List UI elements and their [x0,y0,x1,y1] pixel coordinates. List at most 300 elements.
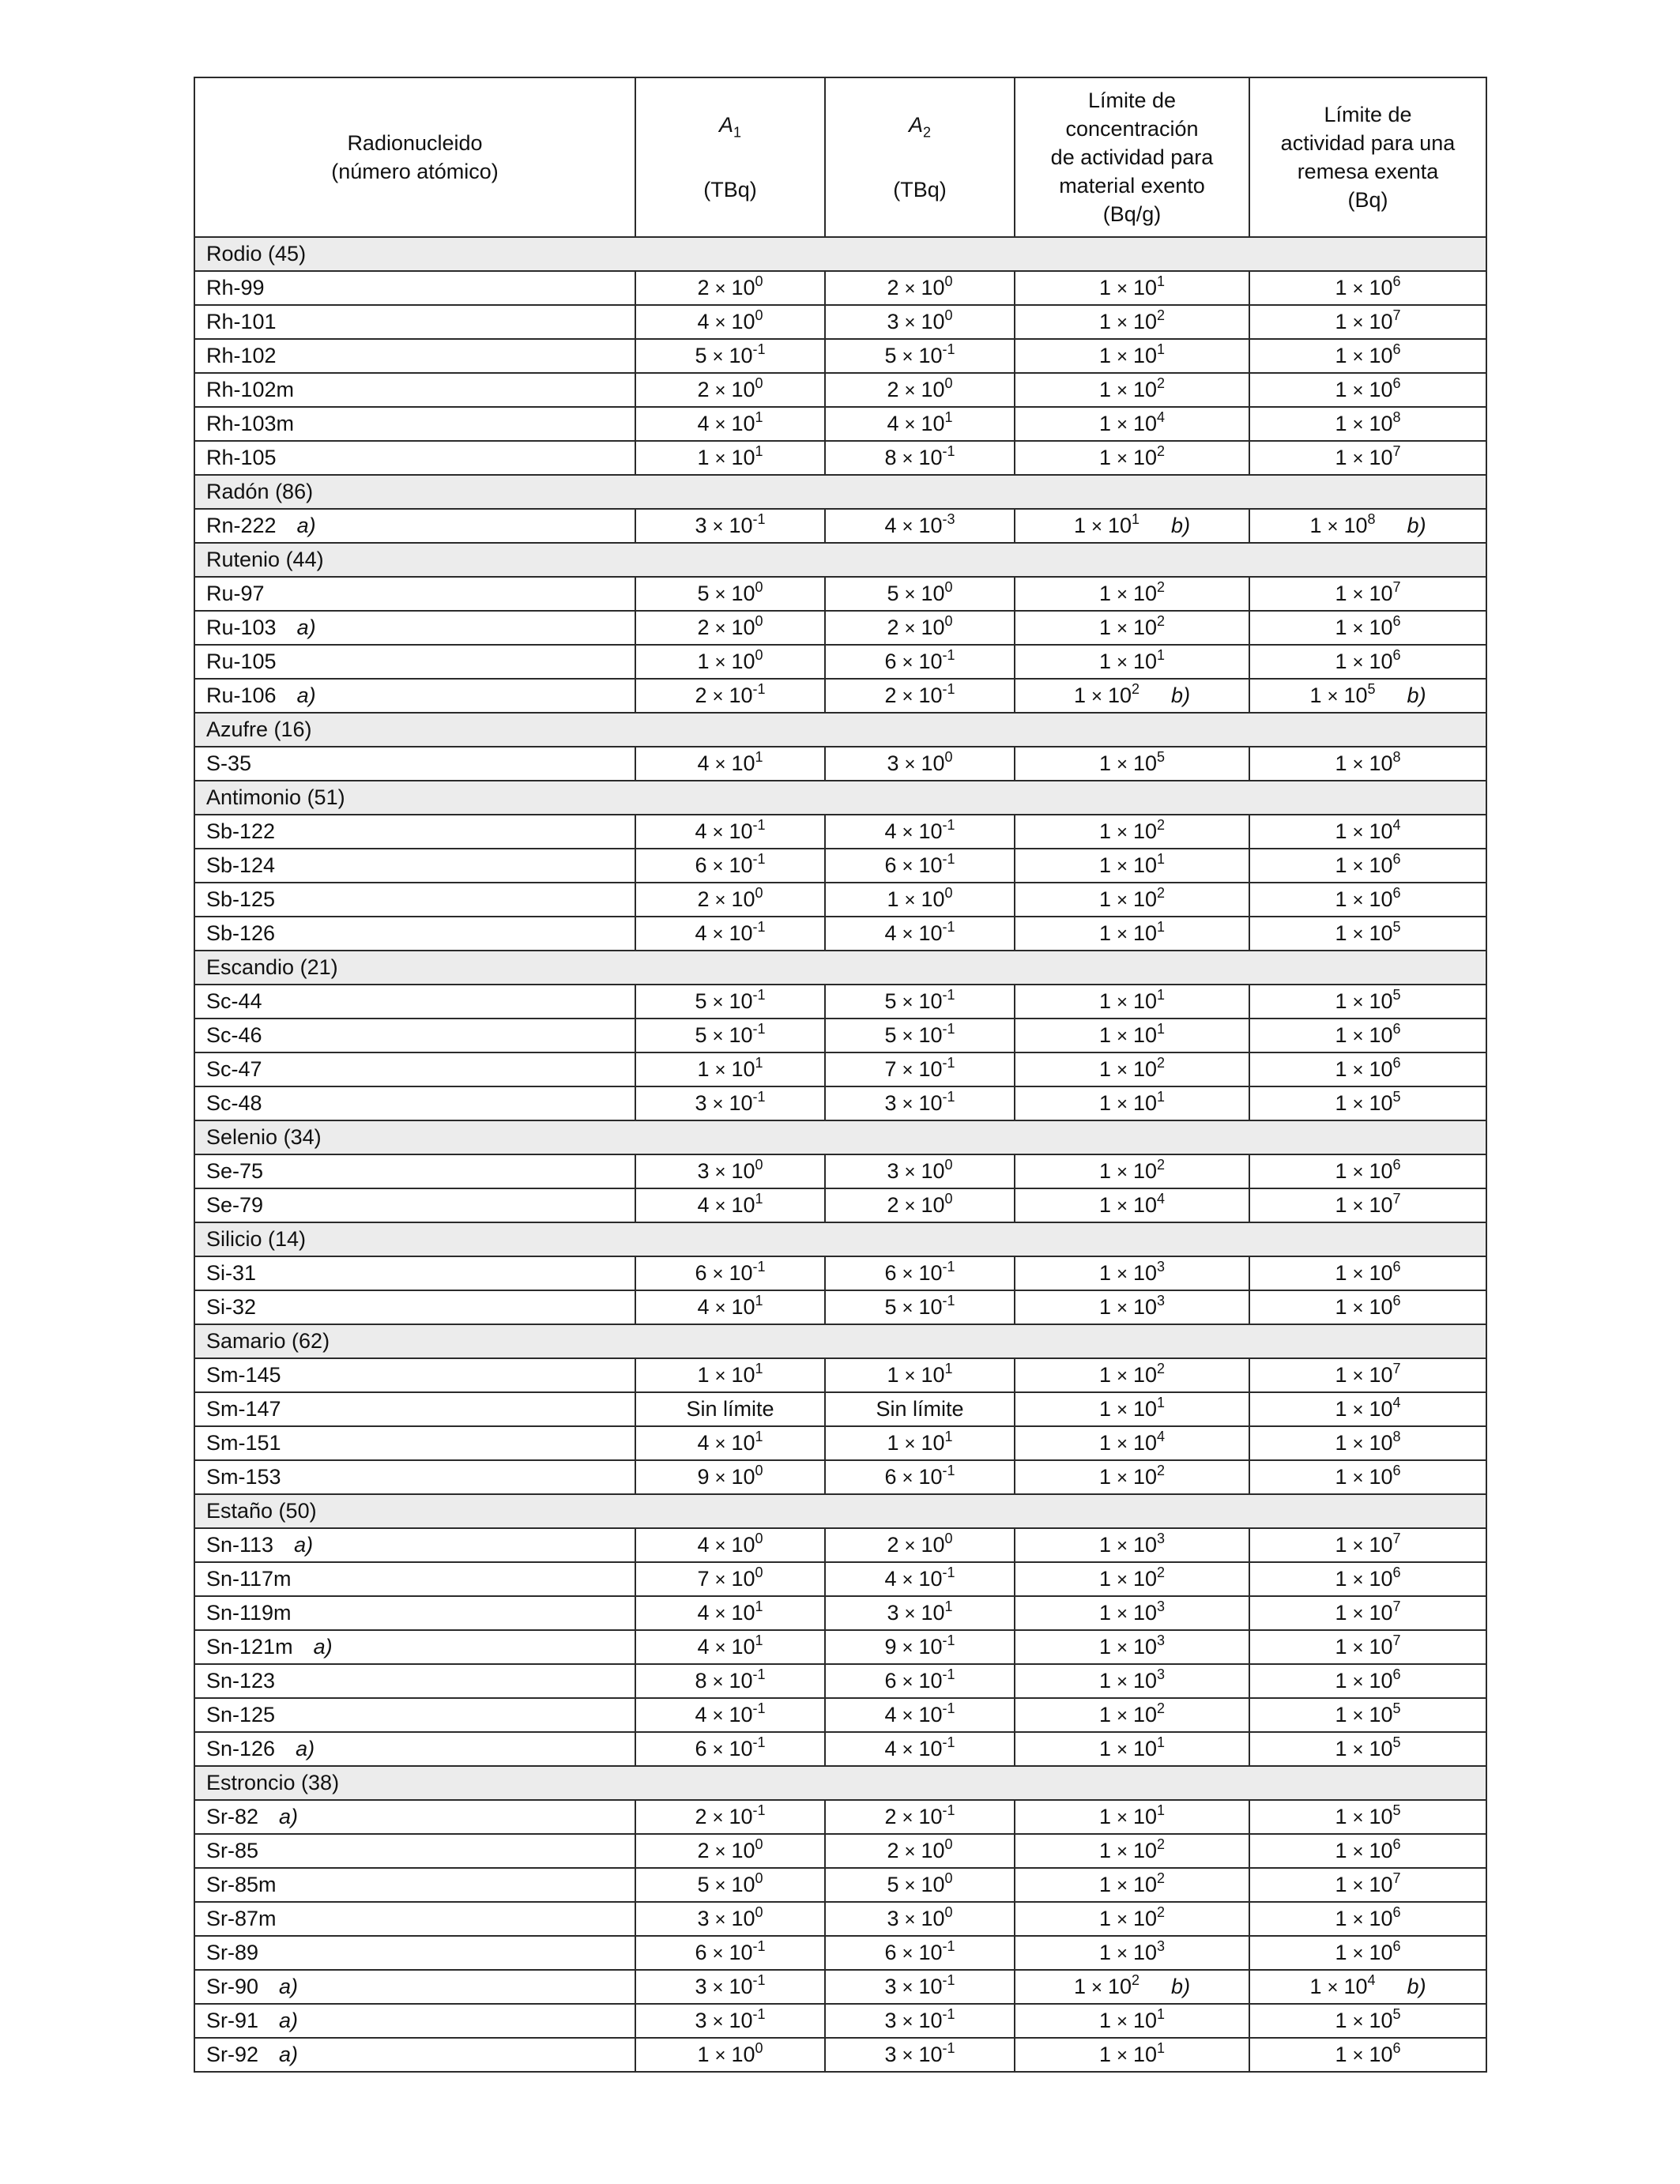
value: $1 \times 10^7$ [1335,1531,1401,1557]
footnote-mark: a) [279,2043,299,2066]
header-a2 [825,77,1015,237]
footnote-mark: b) [1171,1975,1191,1998]
a1-cell [635,1834,825,1868]
group-label: Estaño (50) [194,1494,1486,1528]
consignment-limit-cell [1249,1358,1486,1392]
a2-cell [825,1630,1015,1664]
consignment-limit-cell [1249,1902,1486,1936]
nuclide-cell [194,1426,635,1460]
value: $1 \times 10^2$ [1098,1565,1166,1591]
value: $1 \times 10^0$ [697,647,763,673]
header-consignment-limit [1249,77,1486,237]
value: $2 \times 10^0$ [697,1836,763,1862]
consignment-limit-cell [1249,2038,1486,2072]
group-row [194,713,1486,747]
consignment-limit-cell [1249,509,1486,543]
value: $5 \times 10^{-1}$ [884,341,955,367]
value: $6 \times 10^{-1}$ [884,1259,955,1285]
concentration-limit-cell [1015,1290,1249,1324]
a1-cell [635,1562,825,1596]
nuclide-cell [194,1086,635,1120]
value: $4 \times 10^{-1}$ [695,817,766,843]
nuclide-name: Sc-46 [206,1023,262,1047]
value: $3 \times 10^0$ [697,1904,763,1930]
nuclide-name: Sn-123 [206,1669,276,1693]
group-label: Rodio (45) [194,237,1486,271]
nuclide-cell [194,1052,635,1086]
table-row [194,1052,1486,1086]
nuclide-name: Sn-121m [206,1635,293,1659]
header-nuclide-text: Radionucleido (número atómico) [331,131,499,183]
footnote-mark: a) [296,683,316,707]
concentration-limit-cell [1015,1019,1249,1052]
value: $5 \times 10^{-1}$ [695,987,766,1013]
nuclide-name: Ru-97 [206,582,265,605]
value: $3 \times 10^{-1}$ [884,2040,955,2066]
nuclide-cell [194,407,635,441]
value: $3 \times 10^{-1}$ [695,2006,766,2032]
value: $2 \times 10^0$ [697,613,763,639]
concentration-limit-cell [1015,1698,1249,1732]
value: $1 \times 10^3$ [1098,1259,1166,1285]
consignment-limit-cell [1249,1834,1486,1868]
nuclide-cell [194,1732,635,1766]
a2-cell [825,1732,1015,1766]
concentration-limit-cell [1015,1868,1249,1902]
consignment-limit-cell [1249,679,1486,713]
a2-cell [825,917,1015,951]
header-a1-symbol: $A_1$ [718,113,742,141]
a2-cell [825,815,1015,849]
a2-cell [825,339,1015,373]
a1-cell [635,1392,825,1426]
value: $3 \times 10^1$ [887,1598,953,1625]
concentration-limit-cell [1015,339,1249,373]
table-row [194,1154,1486,1188]
value: $5 \times 10^0$ [887,579,953,605]
a1-cell [635,1732,825,1766]
a1-cell [635,1902,825,1936]
table-row [194,1936,1486,1970]
concentration-limit-cell [1015,1086,1249,1120]
footnote-mark: b) [1407,1975,1426,1998]
value: $1 \times 10^8$ [1309,511,1376,537]
consignment-limit-cell [1249,1426,1486,1460]
nuclide-cell [194,679,635,713]
value: $1 \times 10^6$ [1335,341,1401,367]
a2-cell [825,1970,1015,2004]
footnote-mark: b) [1171,514,1191,537]
nuclide-name: Sr-92 [206,2043,259,2066]
group-label: Estroncio (38) [194,1766,1486,1800]
a1-cell [635,679,825,713]
concentration-limit-cell [1015,373,1249,407]
value: $1 \times 10^2$ [1098,817,1166,843]
nuclide-cell [194,747,635,781]
value: $1 \times 10^1$ [1098,647,1166,673]
consignment-limit-cell [1249,849,1486,883]
table-row [194,1800,1486,1834]
table-row [194,1732,1486,1766]
value: $6 \times 10^{-1}$ [884,1463,955,1489]
nuclide-name: Se-79 [206,1193,264,1217]
consignment-limit-cell [1249,1732,1486,1766]
a1-cell [635,1052,825,1086]
table-row [194,1086,1486,1120]
value: $6 \times 10^{-1}$ [884,1938,955,1964]
concentration-limit-cell [1015,1052,1249,1086]
value: $2 \times 10^0$ [887,273,953,299]
table-row [194,577,1486,611]
value: $1 \times 10^6$ [1335,273,1401,299]
value: $8 \times 10^{-1}$ [695,1666,766,1693]
consignment-limit-cell [1249,883,1486,917]
nuclide-name: Sr-89 [206,1941,259,1964]
consignment-limit-cell [1249,1596,1486,1630]
value: $5 \times 10^{-1}$ [695,341,766,367]
table-row [194,849,1486,883]
footnote-mark: a) [296,1737,315,1760]
concentration-limit-cell [1015,1936,1249,1970]
concentration-limit-cell [1015,1154,1249,1188]
a2-cell [825,271,1015,305]
value: $1 \times 10^3$ [1098,1632,1166,1659]
group-label: Silicio (14) [194,1222,1486,1256]
nuclide-cell [194,645,635,679]
a1-cell [635,611,825,645]
table-row [194,1902,1486,1936]
a1-cell [635,1664,825,1698]
table-row [194,373,1486,407]
value: $4 \times 10^1$ [697,1191,763,1217]
consignment-limit-cell [1249,1460,1486,1494]
nuclide-cell [194,1154,635,1188]
table-row [194,1188,1486,1222]
nuclide-cell [194,1256,635,1290]
a2-cell [825,747,1015,781]
a2-cell [825,1426,1015,1460]
consignment-limit-cell [1249,645,1486,679]
nuclide-name: Ru-103 [206,616,277,639]
value: $1 \times 10^5$ [1335,987,1401,1013]
a2-cell [825,1528,1015,1562]
a1-cell [635,2004,825,2038]
concentration-limit-cell [1015,1664,1249,1698]
value: $2 \times 10^{-1}$ [695,681,766,707]
table-body [194,237,1486,2072]
nuclide-name: Sn-125 [206,1703,276,1726]
value: $1 \times 10^6$ [1335,1565,1401,1591]
a2-cell [825,849,1015,883]
value: $2 \times 10^{-1}$ [884,681,955,707]
value: $3 \times 10^0$ [697,1157,763,1183]
value: $1 \times 10^5$ [1335,1089,1401,1115]
nuclide-cell [194,849,635,883]
a1-cell [635,1460,825,1494]
value: $6 \times 10^{-1}$ [884,1666,955,1693]
table-row [194,441,1486,475]
footnote-mark: a) [296,616,316,639]
concentration-limit-cell [1015,577,1249,611]
a2-cell [825,883,1015,917]
value: $5 \times 10^0$ [697,1870,763,1896]
a1-cell [635,1596,825,1630]
group-row [194,1222,1486,1256]
value: $1 \times 10^6$ [1335,613,1401,639]
a2-cell [825,1562,1015,1596]
value: $3 \times 10^{-1}$ [884,1972,955,1998]
a2-cell [825,1800,1015,1834]
group-row [194,951,1486,985]
concentration-limit-cell [1015,441,1249,475]
value: $4 \times 10^{-1}$ [695,919,766,945]
group-label: Escandio (21) [194,951,1486,985]
value: $3 \times 10^0$ [887,1157,953,1183]
concentration-limit-cell [1015,1902,1249,1936]
consignment-limit-cell [1249,611,1486,645]
a1-cell [635,849,825,883]
value: $1 \times 10^1$ [1098,273,1166,299]
consignment-limit-cell [1249,1392,1486,1426]
a2-cell [825,611,1015,645]
consignment-limit-cell [1249,1154,1486,1188]
value: $2 \times 10^0$ [697,885,763,911]
header-a2-unit: (TBq) [893,177,947,201]
nuclide-cell [194,985,635,1019]
table-row [194,611,1486,645]
value: $1 \times 10^2$ [1098,375,1166,401]
nuclide-cell [194,509,635,543]
value: $1 \times 10^7$ [1335,307,1401,333]
nuclide-cell [194,1188,635,1222]
a2-cell [825,1154,1015,1188]
consignment-limit-cell [1249,1256,1486,1290]
a2-cell [825,1460,1015,1494]
a2-cell [825,1188,1015,1222]
value: $1 \times 10^4$ [1098,1191,1166,1217]
concentration-limit-cell [1015,1426,1249,1460]
value: $1 \times 10^5$ [1309,681,1376,707]
value: $2 \times 10^0$ [887,1531,953,1557]
a2-cell [825,1664,1015,1698]
value: $1 \times 10^5$ [1335,1802,1401,1828]
concentration-limit-cell [1015,305,1249,339]
nuclide-name: Sm-147 [206,1397,281,1421]
value: $4 \times 10^{-1}$ [884,1700,955,1726]
nuclide-cell [194,271,635,305]
a1-cell [635,645,825,679]
group-row [194,543,1486,577]
value: $3 \times 10^{-1}$ [884,2006,955,2032]
value: $1 \times 10^6$ [1335,1055,1401,1081]
consignment-limit-cell [1249,1562,1486,1596]
value: $1 \times 10^4$ [1309,1972,1376,1998]
nuclide-name: Si-32 [206,1295,257,1319]
value: $9 \times 10^0$ [697,1463,763,1489]
concentration-limit-cell [1015,1188,1249,1222]
nuclide-name: Sn-119m [206,1601,292,1625]
value: $7 \times 10^0$ [697,1565,763,1591]
value: $1 \times 10^8$ [1335,1429,1401,1455]
value: $1 \times 10^1$ [1098,851,1166,877]
value: $1 \times 10^2$ [1098,1055,1166,1081]
value: $1 \times 10^2$ [1098,1463,1166,1489]
a1-cell [635,1630,825,1664]
value: $1 \times 10^2$ [1073,681,1140,707]
value: $1 \times 10^6$ [1335,1259,1401,1285]
value: $1 \times 10^6$ [1335,1938,1401,1964]
footnote-mark: a) [296,514,316,537]
value: $1 \times 10^5$ [1335,1700,1401,1726]
consignment-limit-cell [1249,815,1486,849]
consignment-limit-cell [1249,917,1486,951]
nuclide-name: Rh-105 [206,446,277,469]
table-row [194,339,1486,373]
value: $1 \times 10^7$ [1335,443,1401,469]
nuclide-cell [194,1358,635,1392]
consignment-limit-cell [1249,1630,1486,1664]
concentration-limit-cell [1015,917,1249,951]
value: $1 \times 10^7$ [1335,1870,1401,1896]
value: $1 \times 10^1$ [697,1361,763,1387]
value: $1 \times 10^6$ [1335,1666,1401,1693]
value: $4 \times 10^1$ [697,1429,763,1455]
value: $3 \times 10^0$ [887,749,953,775]
a1-cell [635,1528,825,1562]
table-row [194,271,1486,305]
nuclide-name: Sb-122 [206,819,276,843]
value: $1 \times 10^6$ [1335,1904,1401,1930]
value: $4 \times 10^{-3}$ [884,511,955,537]
consignment-limit-cell [1249,1052,1486,1086]
a2-cell [825,509,1015,543]
header-nuclide [194,77,635,237]
a1-cell [635,985,825,1019]
a2-cell [825,1392,1015,1426]
value: $1 \times 10^1$ [1098,1021,1166,1047]
a1-cell [635,441,825,475]
table-row [194,1460,1486,1494]
a2-cell [825,1256,1015,1290]
concentration-limit-cell [1015,1970,1249,2004]
table-row [194,1970,1486,2004]
value: $1 \times 10^7$ [1335,1191,1401,1217]
a2-cell [825,1596,1015,1630]
nuclide-name: Si-31 [206,1261,257,1285]
nuclide-cell [194,1800,635,1834]
value: $1 \times 10^5$ [1335,2006,1401,2032]
value: $1 \times 10^4$ [1098,409,1166,435]
value: $3 \times 10^{-1}$ [695,1089,766,1115]
group-label: Rutenio (44) [194,543,1486,577]
value: $4 \times 10^{-1}$ [884,817,955,843]
a1-cell [635,509,825,543]
nuclide-name: Se-75 [206,1159,264,1183]
table-row [194,883,1486,917]
a1-cell [635,815,825,849]
consignment-limit-cell [1249,577,1486,611]
value: $1 \times 10^2$ [1073,1972,1140,1998]
nuclide-name: Rn-222 [206,514,277,537]
table-row [194,407,1486,441]
value: $3 \times 10^0$ [887,1904,953,1930]
value: $1 \times 10^1$ [1098,2040,1166,2066]
value: $1 \times 10^6$ [1335,2040,1401,2066]
value: $2 \times 10^0$ [887,1191,953,1217]
table-row [194,1426,1486,1460]
nuclide-cell [194,611,635,645]
value: $1 \times 10^6$ [1335,885,1401,911]
nuclide-cell [194,577,635,611]
group-label: Azufre (16) [194,713,1486,747]
nuclide-cell [194,815,635,849]
footnote-mark: a) [279,2009,299,2032]
consignment-limit-cell [1249,1528,1486,1562]
value: $1 \times 10^2$ [1098,1700,1166,1726]
value: $1 \times 10^2$ [1098,443,1166,469]
value: $2 \times 10^{-1}$ [695,1802,766,1828]
value: $5 \times 10^{-1}$ [695,1021,766,1047]
group-row [194,1324,1486,1358]
a2-cell [825,2038,1015,2072]
nuclide-cell [194,373,635,407]
value: $1 \times 10^5$ [1098,749,1166,775]
consignment-limit-cell [1249,1868,1486,1902]
a1-cell [635,1698,825,1732]
consignment-limit-cell [1249,1188,1486,1222]
a1-cell [635,407,825,441]
value: $1 \times 10^7$ [1335,579,1401,605]
value: $1 \times 10^2$ [1098,307,1166,333]
table-header [194,77,1486,237]
a2-cell [825,679,1015,713]
value: $7 \times 10^{-1}$ [884,1055,955,1081]
a1-cell [635,339,825,373]
value: Sin límite [686,1397,774,1421]
value: $1 \times 10^6$ [1335,647,1401,673]
nuclide-cell [194,1392,635,1426]
a2-cell [825,1290,1015,1324]
value: $2 \times 10^0$ [887,613,953,639]
value: $1 \times 10^2$ [1098,1836,1166,1862]
table-row [194,679,1486,713]
consignment-limit-cell [1249,339,1486,373]
table-row [194,1256,1486,1290]
value: $2 \times 10^0$ [887,375,953,401]
value: $5 \times 10^{-1}$ [884,987,955,1013]
nuclide-cell [194,1664,635,1698]
value: $5 \times 10^0$ [697,579,763,605]
a2-cell [825,1868,1015,1902]
consignment-limit-cell [1249,1664,1486,1698]
header-a1 [635,77,825,237]
value: $2 \times 10^{-1}$ [884,1802,955,1828]
value: $6 \times 10^{-1}$ [695,1734,766,1760]
a1-cell [635,1019,825,1052]
nuclide-name: Rh-101 [206,310,277,333]
value: $3 \times 10^{-1}$ [695,1972,766,1998]
nuclide-cell [194,441,635,475]
consignment-limit-cell [1249,407,1486,441]
footnote-mark: b) [1407,683,1426,707]
table-row [194,1596,1486,1630]
concentration-limit-cell [1015,1392,1249,1426]
header-consignment-text: Límite de actividad para una remesa exenta (Bq) [1280,103,1456,212]
concentration-limit-cell [1015,849,1249,883]
nuclide-name: Sr-90 [206,1975,259,1998]
value: $4 \times 10^{-1}$ [884,1565,955,1591]
a2-cell [825,1358,1015,1392]
